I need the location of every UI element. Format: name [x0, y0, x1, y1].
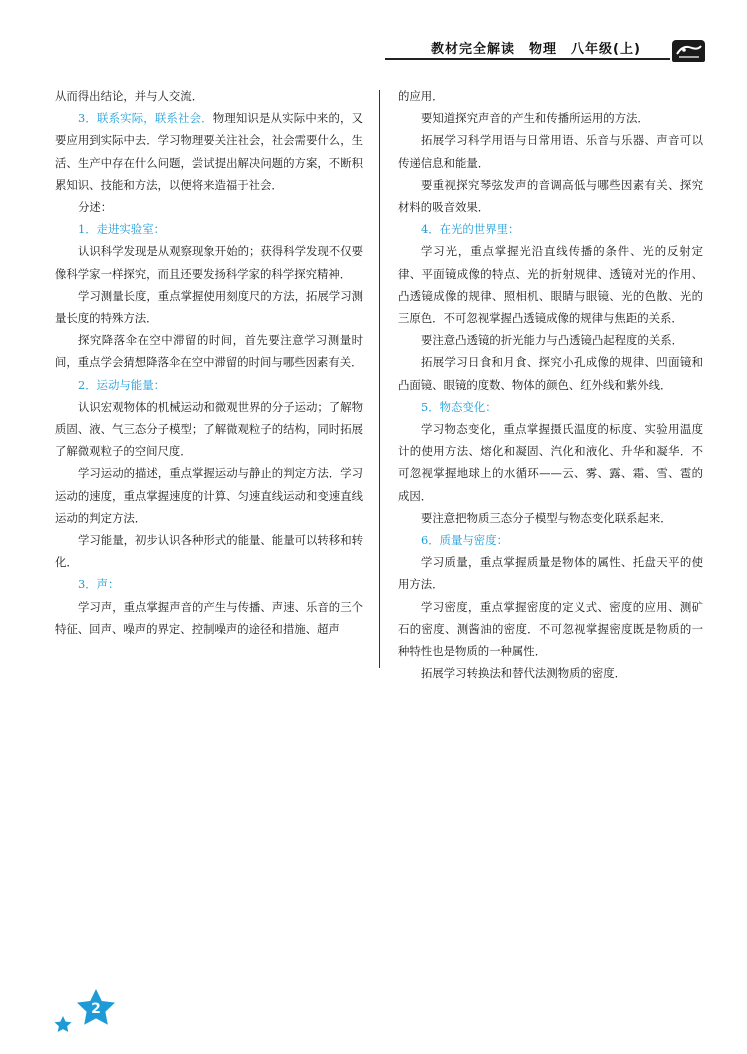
right-paragraph-10	[398, 507, 703, 529]
right-paragraph-text: 的应用．	[398, 89, 444, 103]
left-paragraph-1	[55, 107, 363, 196]
left-paragraph-12	[55, 596, 363, 640]
left-paragraph-text: 学习运动的描述，重点掌握运动与静止的判定方法．学习运动的速度，重点掌握速度的计算、匀速直线运动和变速直线运动的判定方法．	[55, 466, 363, 525]
right-paragraph-text: 学习物态变化，重点掌握摄氏温度的标度、实验用温度计的使用方法、熔化和凝固、汽化和液化、升华和凝华．不可忽视掌握地球上的水循环——云、雾、露、霜、雪、雹的成因．	[398, 422, 703, 503]
left-section-heading: 3．联系实际，联系社会．	[78, 111, 213, 126]
right-paragraph-text: 要注意把物质三态分子模型与物态变化联系起来．	[421, 510, 672, 525]
column-divider	[379, 90, 380, 668]
left-paragraph-6	[55, 329, 363, 373]
right-paragraph-text: 拓展学习日食和月食、探究小孔成像的规律、凹面镜和凸面镜、眼镜的度数、物体的颜色、红外线和紫外线．	[398, 355, 703, 392]
page-header	[385, 32, 709, 62]
page-number-badge	[50, 988, 126, 1036]
left-paragraph-text: 探究降落伞在空中滞留的时间，首先要注意学习测量时间，重点学会猜想降落伞在空中滞留的时间与哪些因素有关．	[55, 333, 363, 370]
left-section-heading: 1．走进实验室：	[78, 222, 165, 237]
left-paragraph-text: 学习声，重点掌握声音的产生与传播、声速、乐音的三个特征、回声、噪声的界定、控制噪声的途径和措施、超声	[55, 599, 363, 636]
page-number: 2	[91, 1001, 101, 1017]
left-paragraph-4	[55, 240, 363, 284]
header-title: 教材完全解读 物理 八年级(上)	[431, 42, 641, 57]
left-paragraph-text: 认识宏观物体的机械运动和微观世界的分子运动；了解物质固、液、气三态分子模型；了解微观粒子的结构，同时拓展了解微观粒子的空间尺度．	[55, 399, 363, 459]
left-column	[55, 85, 363, 640]
right-paragraph-8	[398, 396, 703, 418]
right-section-heading: 5．物态变化：	[421, 399, 497, 414]
left-paragraph-text: 学习能量，初步认识各种形式的能量、能量可以转移和转化．	[55, 533, 363, 570]
left-paragraph-2	[55, 196, 363, 218]
right-paragraph-11	[398, 529, 703, 551]
right-paragraph-7	[398, 351, 703, 395]
left-paragraph-text: 物理知识是从实际中来的，又要应用到实际中去．学习物理要关注社会，社会需要什么，生活、生产中存在什么问题，尝试提出解决问题的方案，不断积累知识、技能和方法，以便将来造福于社会．	[55, 111, 363, 192]
right-paragraph-6	[398, 329, 703, 351]
right-paragraph-text: 要知道探究声音的产生和传播所运用的方法．	[421, 111, 649, 126]
right-paragraph-text: 拓展学习转换法和替代法测物质的密度．	[421, 666, 627, 681]
left-section-heading: 2．运动与能量：	[78, 377, 165, 392]
right-column	[398, 85, 703, 684]
right-paragraph-text: 要重视探究琴弦发声的音调高低与哪些因素有关、探究材料的吸音效果．	[398, 177, 703, 215]
right-section-heading: 4．在光的世界里：	[421, 222, 520, 237]
left-paragraph-10	[55, 529, 363, 573]
right-paragraph-5	[398, 240, 703, 329]
right-paragraph-12	[398, 551, 703, 595]
right-paragraph-text: 拓展学习科学用语与日常用语、乐音与乐器、声音可以传递信息和能量．	[398, 133, 703, 170]
right-paragraph-2	[398, 129, 703, 173]
left-paragraph-text: 从而得出结论，并与人交流．	[55, 89, 204, 103]
left-paragraph-3	[55, 218, 363, 240]
left-paragraph-11	[55, 573, 363, 595]
right-paragraph-text: 学习质量，重点掌握质量是物体的属性、托盘天平的使用方法．	[398, 555, 703, 592]
right-paragraph-text: 学习密度，重点掌握密度的定义式、密度的应用、测矿石的密度、测酱油的密度．不可忽视掌握密度既是物质的一种特性也是物质的一种属性．	[398, 599, 703, 659]
right-paragraph-3	[398, 174, 703, 218]
right-section-heading: 6．质量与密度：	[421, 533, 508, 548]
right-paragraph-4	[398, 218, 703, 240]
right-paragraph-1	[398, 107, 703, 129]
series-logo	[672, 40, 705, 62]
left-paragraph-0	[55, 85, 363, 107]
right-paragraph-0	[398, 85, 703, 107]
header-rule	[385, 58, 670, 60]
left-paragraph-text: 学习测量长度，重点掌握使用刻度尺的方法，拓展学习测量长度的特殊方法．	[55, 288, 363, 326]
left-paragraph-5	[55, 285, 363, 329]
left-paragraph-8	[55, 396, 363, 463]
right-paragraph-14	[398, 662, 703, 684]
right-paragraph-text: 学习光，重点掌握光沿直线传播的条件、光的反射定律、平面镜成像的特点、光的折射规律、透镜对光的作用、凸透镜成像的规律、照相机、眼睛与眼镜、光的色散、光的三原色．不可忽视掌握凸透镜成像的规律与焦距的关系．	[398, 244, 703, 326]
right-paragraph-13	[398, 596, 703, 663]
left-paragraph-9	[55, 462, 363, 529]
star-icon	[50, 988, 126, 1036]
left-paragraph-text: 认识科学发现是从观察现象开始的；获得科学发现不仅要像科学家一样探究，而且还要发扬科学家的科学探究精神．	[55, 244, 363, 281]
logo-swoosh-icon	[672, 40, 705, 62]
right-paragraph-9	[398, 418, 703, 507]
left-paragraph-7	[55, 374, 363, 396]
left-paragraph-text: 分述：	[78, 200, 113, 215]
right-paragraph-text: 要注意凸透镜的折光能力与凸透镜凸起程度的关系．	[421, 333, 683, 348]
left-section-heading: 3．声：	[78, 577, 120, 592]
